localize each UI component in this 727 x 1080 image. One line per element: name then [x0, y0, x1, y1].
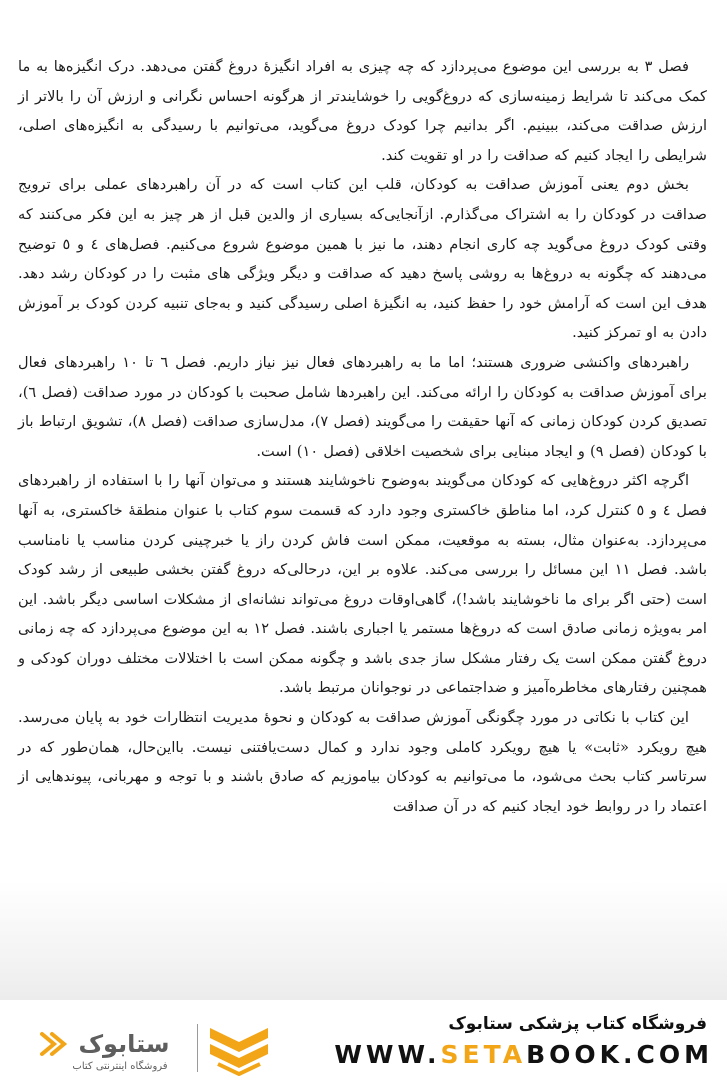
store-url — [334, 1040, 713, 1069]
paragraph-part-two: بخش دوم یعنی آموزش صداقت به کودکان، قلب این کتاب است که در آن راهبردهای عملی برای ترویج صداقت در کودکان را به اشتراک می‌گذارم. ازآنجایی‌که بسیاری از والدین قبل از هر چیز به این فکر می‌کنند که وقتی کودک دروغ می‌گوید چه کاری انجام دهند، ما نیز با همین موضوع شروع می‌کنیم. فصل‌های ٤ و ٥ توضیح می‌دهند که چگونه به دروغ‌ها به روشی پاسخ دهید که صداقت و دیگر ویژگی های مثبت را در کودکان رشد دهد. هدف این است که آرامش خود را حفظ کنید، به انگیزهٔ اصلی رسیدگی کنید و به‌جای تنبیه کردن کودک بر آموزش دادن به او تمرکز کنید. — [18, 176, 707, 342]
url-accent: SETA — [440, 1040, 527, 1069]
svg-text:فروشگاه اینترنتی کتاب: فروشگاه اینترنتی کتاب — [72, 1061, 168, 1072]
paragraph-gray-zone: اگرچه اکثر دروغ‌هایی که کودکان می‌گویند به‌وضوح ناخوشایند هستند و می‌توان آنها را با استفاده از راهبردهای فصل ٤ و ٥ کنترل کرد، اما مناطق خاکستری وجود دارد که قسمت سوم کتاب با عنوان منطقهٔ خاکستری، به آنها می‌پردازد. به‌عنوان مثال، بسته به موقعیت، ممکن است فاش کردن راز یا خبرچینی کردن مناسب یا نامناسب باشد. فصل ١١ این مسائل را بررسی می‌کند. علاوه بر این، درحالی‌که دروغ گفتن بخشی طبیعی از رشد کودک است (حتی اگر برای ما ناخوشایند باشد!)، گاهی‌اوقات دروغ می‌تواند نشانه‌ای از مشکلات اساسی دیگر باشد. این امر به‌ویژه زمانی صادق است که دروغ‌ها مستمر یا اجباری باشند. فصل ١٢ به این موضوع می‌پردازد که چه زمانی دروغ گفتن ممکن است یک رفتار مشکل ساز جدی باشد و چگونه ممکن است با اختلالات مختلف دوران کودکی و همچنین رفتارهای مخاطره‌آمیز و ضداجتماعی در نوجوانان مرتبط باشد. — [18, 472, 708, 697]
url-prefix: WWW. — [334, 1040, 441, 1069]
paragraph-conclusion: این کتاب با نکاتی در مورد چگونگی آموزش صداقت به کودکان و نحوهٔ مدیریت انتظارات خود به پایان می‌رسد. هیچ رویکرد «ثابت» یا هیچ رویکرد کاملی وجود ندارد و کمال دست‌یافتنی نیست. بااین‌حال، همان‌طور که در سرتاسر کتاب بحث می‌شود، ما می‌توانیم به کودکان بیاموزیم که صادق باشند و با توجه و مهربانی، پیوندهایی از اعتماد را در روابط خود ایجاد کنیم که در آن صداقت — [18, 709, 707, 815]
setabook-logo-wordmark — [34, 1022, 184, 1074]
store-name: فروشگاه کتاب پزشکی ستابوک — [448, 1014, 707, 1034]
url-suffix: BOOK.COM — [526, 1040, 713, 1069]
logo-divider — [197, 1024, 198, 1072]
paragraph-active-strategies: راهبردهای واکنشی ضروری هستند؛ اما ما به راهبردهای فعال نیز نیاز داریم. فصل ٦ تا ١٠ راهبردهای فعال برای آموزش صداقت به کودکان را ارائه می‌کند. این راهبردها شامل صحبت با کودکان در مورد صداقت (فصل ٦)، تصدیق کردن کودکان زمانی که آنها حقیقت را می‌گویند (فصل ٧)، مدل‌سازی صداقت (فصل ٨)، تشویق ارتباط باز با کودکان (فصل ٩) و ایجاد مبنایی برای شخصیت اخلاقی (فصل ١٠) است. — [18, 353, 707, 460]
setabook-logo-icon — [206, 1020, 272, 1076]
paragraph-chapter-3: فصل ۳ به بررسی این موضوع می‌پردازد که چه چیزی به افراد انگیزهٔ دروغ گفتن می‌دهد. درک انگیزه‌ها به ما کمک می‌کند تا شرایط زمینه‌سازی که دروغ‌گویی را خوشایندتر از هرگونه احساس نگرانی و ارزش آن را بالاتر از ارزش صداقت می‌کند، ببینیم. اگر بدانیم چرا کودک دروغ می‌گوید، می‌توانیم با رسیدگی به انگیزه‌های اصلی، شرایطی را ایجاد کنیم که صداقت را در او تقویت کند. — [18, 58, 707, 164]
svg-text:ستابوک: ستابوک — [78, 1030, 170, 1058]
